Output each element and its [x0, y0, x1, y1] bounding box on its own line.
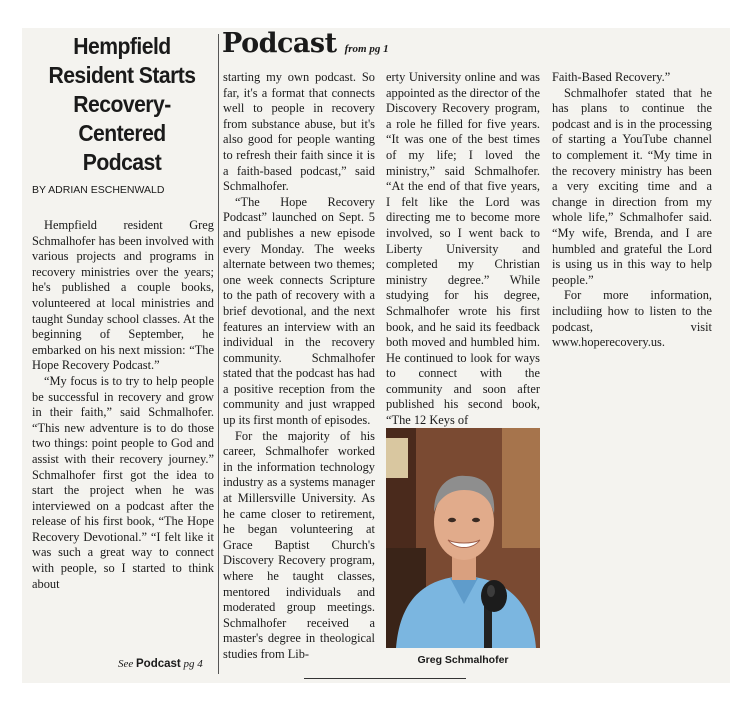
paragraph: “The Hope Recovery Podcast” launched on Sept. 5 and publishes a new episode every Monday. The weeks alternate between two themes; one week connects Scripture to the path of recovery with a brief devotional, and the next features an interview with an individual in the recovery community. Schmalhofer stated that the podcast has had a positive reception from the community and just wrapped up its first month of episodes.	[223, 194, 375, 428]
headline-line: Recovery-Centered	[73, 91, 171, 146]
from-page-label: from pg 1	[344, 43, 389, 55]
paragraph: Faith-Based Recovery.”	[552, 70, 671, 84]
article-column-4	[552, 70, 712, 351]
byline: BY ADRIAN ESCHENWALD	[32, 184, 165, 196]
newspaper-page	[22, 28, 730, 683]
continuation-header	[222, 28, 389, 59]
paragraph: For more information, includiing how to listen to the podcast, visit www.hoperecovery.us.	[552, 288, 712, 350]
photo-caption: Greg Schmalhofer	[417, 654, 509, 666]
headline-line: Resident Starts	[48, 62, 196, 88]
jump-page: pg 4	[183, 658, 203, 670]
jump-name: Podcast	[136, 658, 181, 670]
paragraph: Schmalhofer stated that he has plans to continue the podcast and is in the processing of starting a YouTube channel to complement it. “My time in the recovery ministry has been a very exciting time and a change in direction from my whole life,” Schmalhofer said. “My wife, Brenda, and I are humbled and grateful the Lord is using us in this way to help people.”	[552, 85, 712, 287]
bottom-rule	[304, 678, 466, 679]
continuation-title: Podcast	[222, 28, 337, 59]
article-column-2	[223, 70, 375, 663]
portrait-photo	[386, 428, 540, 648]
headline-line: Hempfield	[73, 33, 171, 59]
paragraph: Hempfield resident Greg Schmalhofer has been involved with various projects and programs in recovery ministries over the years; he's published a couple books, volunteered at local ministries and taught Sunday school classes. At the beginning of September, he embarked on his next mission: “The Hope Recovery Podcast.”	[32, 218, 214, 373]
paragraph: For the majority of his career, Schmalhofer worked in the information technology industry as a systems manager at Millersville University. As he came closer to retirement, he began volunteering at Grace Baptist Church's Discovery Recovery program, where he taught classes, mentored individuals and moderated group meetings. Schmalhofer received a master's degree in theological studies from Lib-	[223, 428, 375, 661]
paragraph: “My focus is to try to help people be successful in recovery and grow in their faith,” said Schmalhofer. “This new adventure is to do those two things: point people to God and assist with their recovery journey.” Schmalhofer first got the idea to start the project when he was interviewed on a podcast after the release of his first book, “The Hope Recovery Devotional.” “I felt like it was such a great way to connect with people, so I started to think about	[32, 373, 214, 591]
paragraph: starting my own podcast. So far, it's a format that connects well to people in recovery from substance abuse, but it's also good for people wanting to refresh their faith since it is a faith-based podcast,” said Schmalhofer.	[223, 70, 375, 194]
article-headline	[41, 32, 203, 177]
jump-prefix: See	[118, 658, 134, 670]
paragraph: erty University online and was appointed as the director of the Discovery Recovery program, a role he filled for five years. “It was one of the best times of my life; I loved the ministry,” said Schmalhofer. “At the end of that five years, I felt like the Lord was directing me to become more involved, so I went back to Liberty University and completed my Christian ministry degree.” While studying for his degree, Schmalhofer wrote his first book, and he said its feedback both moved and humbled him. He continued to look for ways to connect with the community and soon after published his second book, “The 12 Keys of	[386, 70, 540, 428]
headline-line: Podcast	[82, 149, 162, 175]
article-column-1	[32, 218, 214, 592]
column-rule	[218, 34, 219, 674]
article-column-3	[386, 70, 540, 429]
jump-reference[interactable]	[118, 658, 203, 670]
